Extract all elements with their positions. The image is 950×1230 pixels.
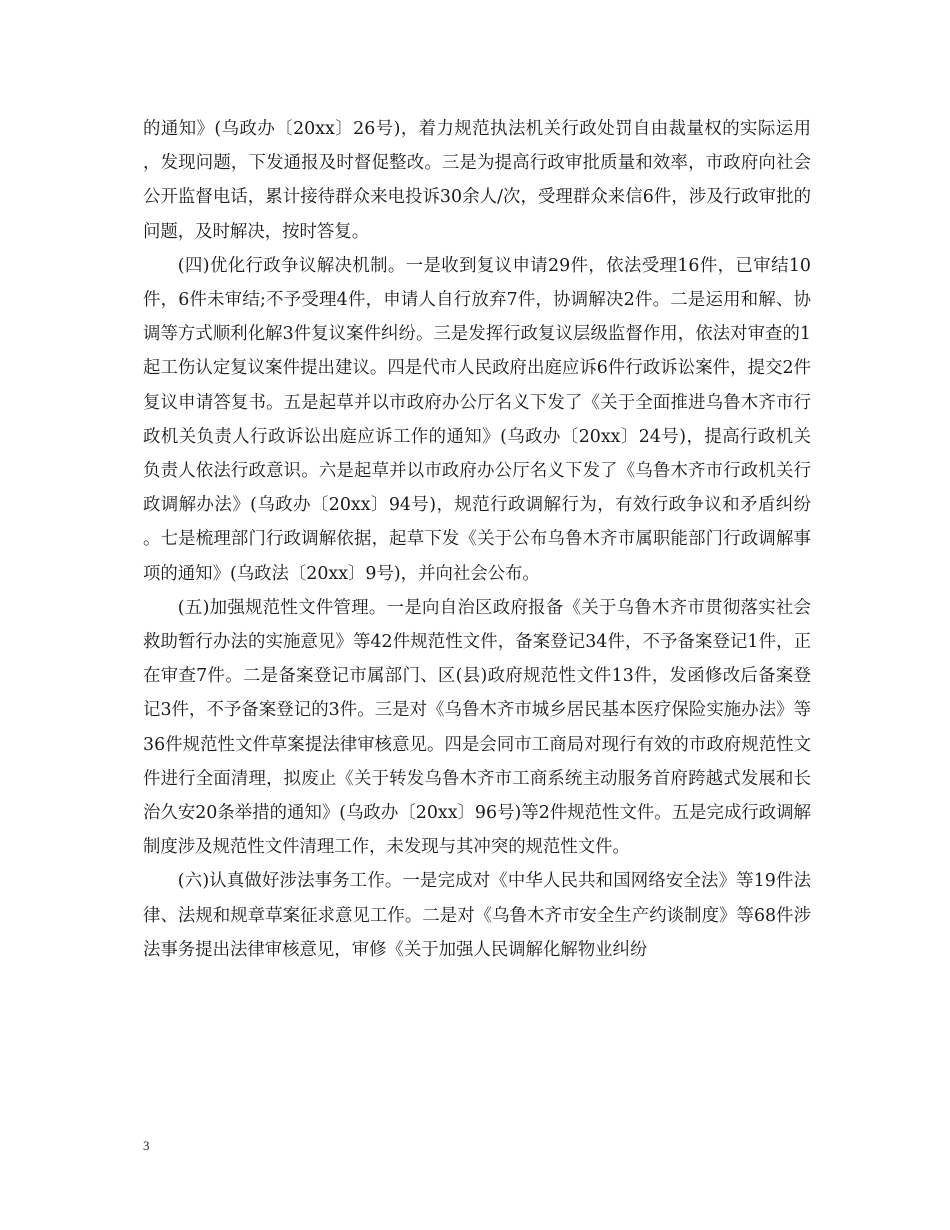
paragraph-section-4-dispute-resolution: (四)优化行政争议解决机制。一是收到复议申请29件，依法受理16件，已审结10件，6件未审结;不予受理4件，申请人自行放弃7件，协调解决2件。二是运用和解、协调等方式顺利化解3件复议案件纠纷。三是发挥行政复议层级监督作用，依法对审查的1起工伤认定复议案件提出建议。四是代市人民政府出庭应诉6件行政诉讼案件，提交2件复议申请答复书。五是起草并以市政府办公厅名义下发了《关于全面推进乌鲁木齐市行政机关负责人行政诉讼出庭应诉工作的通知》(乌政办〔20xx〕24号)，提高行政机关负责人依法行政意识。六是起草并以市政府办公厅名义下发了《乌鲁木齐市行政机关行政调解办法》(乌政办〔20xx〕94号)，规范行政调解行为，有效行政争议和矛盾纠纷。七是梳理部门行政调解依据，起草下发《关于公布乌鲁木齐市属职能部门行政调解事项的通知》(乌政法〔20xx〕9号)，并向社会公布。 <box>143 255 811 584</box>
paragraph-section-5-normative-documents: (五)加强规范性文件管理。一是向自治区政府报备《关于乌鲁木齐市贯彻落实社会救助暂行办法的实施意见》等42件规范性文件，备案登记34件，不予备案登记1件，正在审查7件。二是备案登记市属部门、区(县)政府规范性文件13件，发函修改后备案登记3件，不予备案登记的3件。三是对《乌鲁木齐市城乡居民基本医疗保险实施办法》等36件规范性文件草案提法律审核意见。四是会同市工商局对现行有效的市政府规范性文件进行全面清理，拟废止《关于转发乌鲁木齐市工商系统主动服务首府跨越式发展和长治久安20条举措的通知》(乌政办〔20xx〕96号)等2件规范性文件。五是完成行政调解制度涉及规范性文件清理工作，未发现与其冲突的规范性文件。 <box>143 597 811 858</box>
body-text <box>143 112 811 967</box>
paragraph-continued-notice: 的通知》(乌政办〔20xx〕26号)，着力规范执法机关行政处罚自由裁量权的实际运用，发现问题，下发通报及时督促整改。三是为提高行政审批质量和效率，市政府向社会公开监督电话，累计接待群众来电投诉30余人/次，受理群众来信6件，涉及行政审批的问题，及时解决，按时答复。 <box>143 119 811 242</box>
page-number: 3 <box>143 1138 150 1153</box>
paragraph-section-6-legal-affairs: (六)认真做好涉法事务工作。一是完成对《中华人民共和国网络安全法》等19件法律、法规和规章草案征求意见工作。二是对《乌鲁木齐市安全生产约谈制度》等68件涉法事务提出法律审核意见，审修《关于加强人民调解化解物业纠纷 <box>143 871 811 960</box>
